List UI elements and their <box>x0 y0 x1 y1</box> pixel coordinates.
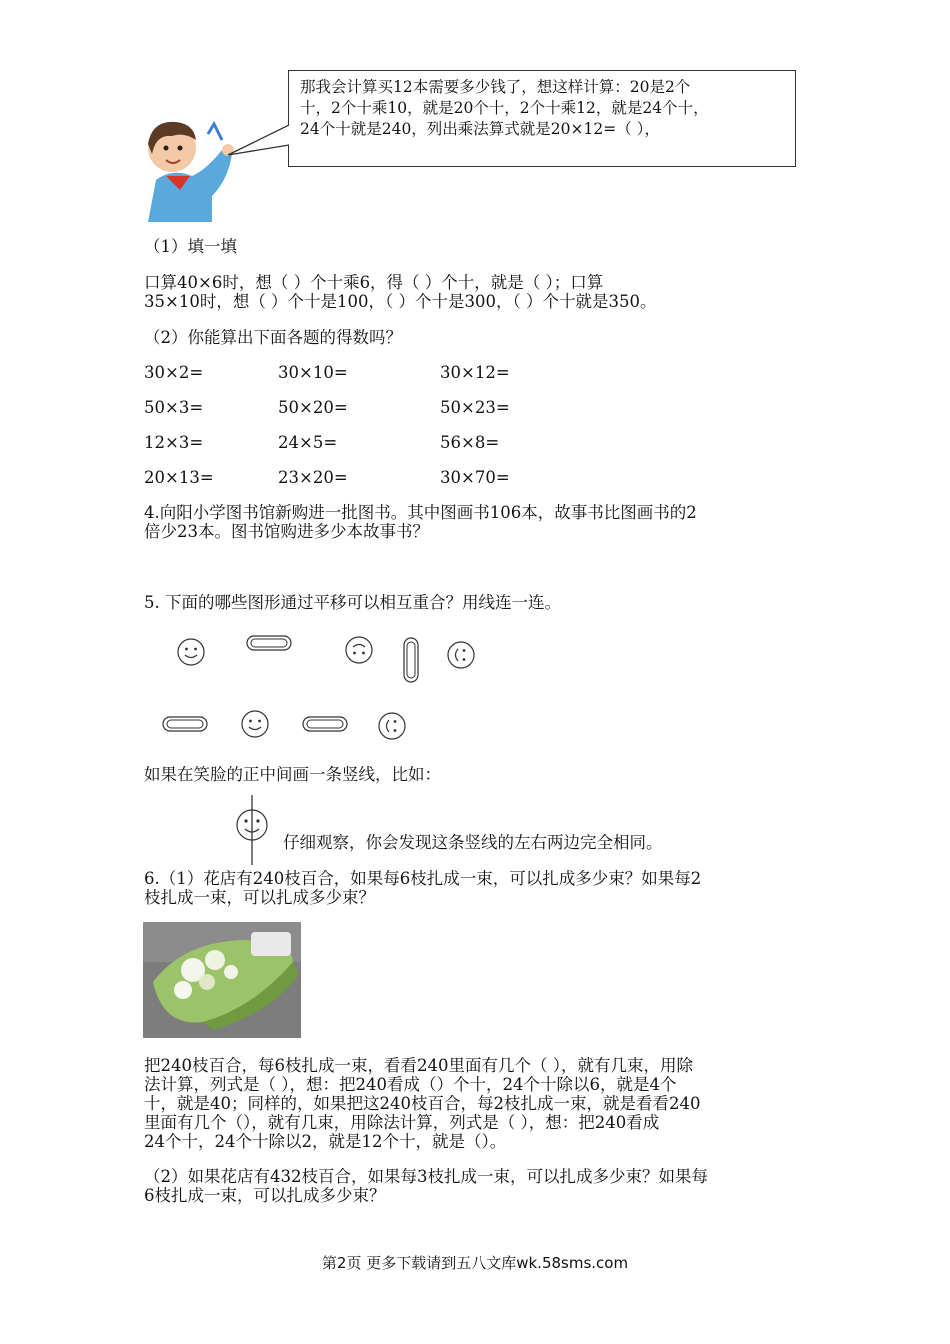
smiley-face-icon <box>176 637 206 667</box>
expr-cell: 50×23= <box>440 398 510 417</box>
expr-cell: 20×13= <box>144 468 214 487</box>
q6-line: 枝扎成一束，可以扎成多少束？ <box>144 888 375 907</box>
q6-fill-line: 里面有几个（），就有几束，用除法计算，列式是（ ），想：把240看成 <box>144 1113 660 1132</box>
q6-part2-line: 6枝扎成一束，可以扎成多少束？ <box>144 1186 386 1205</box>
q3-part2-title: （2）你能算出下面各题的得数吗？ <box>144 328 402 347</box>
q6-fill-line: 24个十，24个十除以2，就是12个十，就是（）。 <box>144 1132 507 1151</box>
q6-fill-line: 把240枝百合，每6枝扎成一束，看看240里面有几个（ ），就有几束，用除 <box>144 1056 693 1075</box>
paperclip-vertical-icon <box>403 637 421 683</box>
expr-cell: 50×20= <box>278 398 348 417</box>
paperclip-horizontal-icon <box>162 716 208 734</box>
q4-line: 4.向阳小学图书馆新购进一批图书。其中图画书106本，故事书比图画书的2 <box>144 503 697 522</box>
smiley-face-rotated-icon <box>377 711 407 741</box>
smiley-face-icon <box>240 709 270 739</box>
q3-part1-line: 35×10时，想（ ）个十是100，（ ）个十是300，（ ）个十就是350。 <box>144 292 657 311</box>
lily-bouquet-photo <box>143 922 301 1038</box>
smiley-face-rotated-icon <box>446 640 476 670</box>
q3-part1-line: 口算40×6时，想（ ）个十乘6，得（ ）个十，就是（ ）；口算 <box>144 273 604 292</box>
speech-line: 十，2个十乘10，就是20个十，2个十乘12，就是24个十， <box>300 99 709 117</box>
speech-line: 24个十就是240，列出乘法算式就是20×12=（ ）， <box>300 120 660 138</box>
speech-line: 那我会计算买12本需要多少钱了，想这样计算：20是2个 <box>300 78 691 96</box>
q4-line: 倍少23本。图书馆购进多少本故事书？ <box>144 522 429 541</box>
speech-text <box>300 77 709 140</box>
q6-fill-line: 法计算，列式是（ ），想：把240看成（）个十，24个十除以6，就是4个 <box>144 1075 677 1094</box>
q3-part1-title: （1）填一填 <box>144 237 237 256</box>
speech-bubble-tail <box>228 125 290 160</box>
q5-observe: 仔细观察，你会发现这条竖线的左右两边完全相同。 <box>283 833 663 852</box>
smiley-with-line-icon <box>232 795 272 867</box>
q5-title: 5. 下面的哪些图形通过平移可以相互重合？用线连一连。 <box>144 593 561 612</box>
expr-cell: 30×2= <box>144 363 204 382</box>
expr-cell: 50×3= <box>144 398 204 417</box>
paperclip-horizontal-icon <box>302 716 348 734</box>
expr-cell: 12×3= <box>144 433 204 452</box>
q6-part2-line: （2）如果花店有432枝百合，如果每3枝扎成一束，可以扎成多少束？如果每 <box>144 1167 708 1186</box>
expr-cell: 30×10= <box>278 363 348 382</box>
expr-cell: 24×5= <box>278 433 338 452</box>
boy-illustration <box>142 110 242 222</box>
smiley-face-upside-icon <box>344 635 374 665</box>
paperclip-horizontal-icon <box>246 635 292 653</box>
expr-cell: 23×20= <box>278 468 348 487</box>
page-footer: 第2页 更多下载请到五八文库wk.58sms.com <box>321 1254 629 1272</box>
expr-cell: 30×12= <box>440 363 510 382</box>
q6-fill-line: 十，就是40；同样的，如果把这240枝百合，每2枝扎成一束，就是看看240 <box>144 1094 701 1113</box>
q6-line: 6.（1）花店有240枝百合，如果每6枝扎成一束，可以扎成多少束？如果每2 <box>144 869 702 888</box>
q5-hint: 如果在笑脸的正中间画一条竖线，比如： <box>144 765 441 784</box>
expr-cell: 56×8= <box>440 433 500 452</box>
expr-cell: 30×70= <box>440 468 510 487</box>
